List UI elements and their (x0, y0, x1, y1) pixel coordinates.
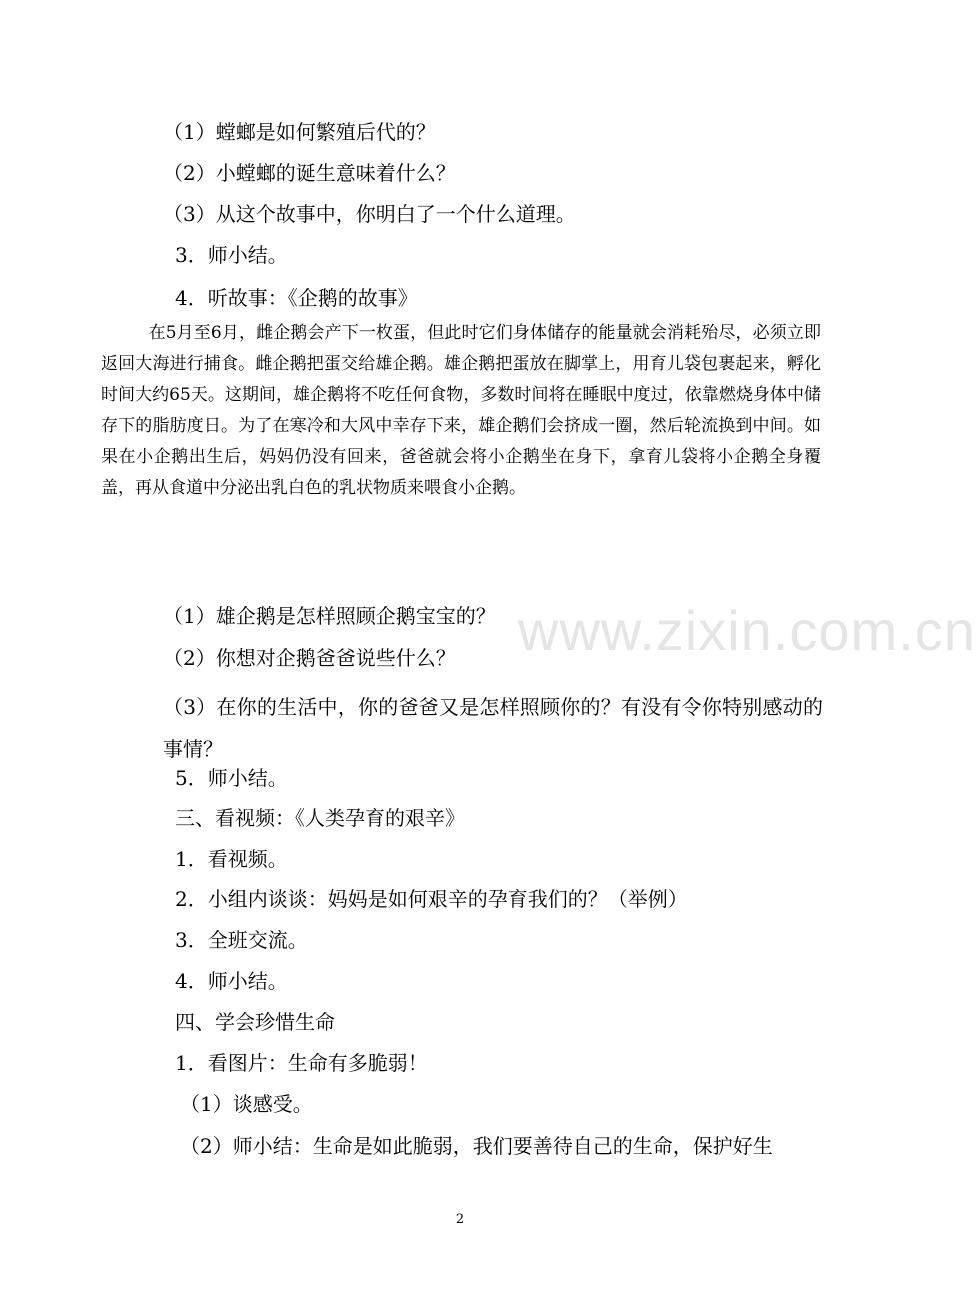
penguin-question-3: （3）在你的生活中，你的爸爸又是怎样照顾你的？有没有令你特别感动的事情？ (163, 695, 823, 761)
video-step-3: 3．全班交流。 (175, 928, 308, 952)
video-step-1: 1．看视频。 (175, 847, 288, 871)
watermark: www.zixin.com.cn (518, 599, 976, 662)
life-substep-2: （2）师小结：生命是如此脆弱，我们要善待自己的生命，保护好生 (180, 1134, 773, 1158)
section-4-heading: 四、学会珍惜生命 (175, 1010, 335, 1034)
mantis-question-3: （3）从这个故事中，你明白了一个什么道理。 (163, 202, 576, 226)
teacher-summary-5: 5．师小结。 (175, 766, 288, 790)
life-substep-1: （1）谈感受。 (180, 1092, 313, 1116)
video-step-4: 4．师小结。 (175, 969, 288, 993)
section-3-heading: 三、看视频：《人类孕育的艰辛》 (175, 806, 465, 830)
page-number: 2 (455, 1212, 465, 1227)
video-step-2: 2．小组内谈谈：妈妈是如何艰辛的孕育我们的？（举例） (175, 887, 688, 911)
life-step-1: 1．看图片：生命有多脆弱！ (175, 1051, 428, 1075)
mantis-question-2: （2）小螳螂的诞生意味着什么？ (163, 161, 456, 185)
penguin-question-1: （1）雄企鹅是怎样照顾企鹅宝宝的？ (163, 604, 496, 628)
teacher-summary-3: 3．师小结。 (175, 243, 288, 267)
penguin-story-paragraph: 在5月至6月，雌企鹅会产下一枚蛋，但此时它们身体储存的能量就会消耗殆尽，必须立即返回大海进行捕食。雌企鹅把蛋交给雄企鹅。雄企鹅把蛋放在脚掌上，用育儿袋包裹起来，孵化时间大约65天。这期间，雄企鹅将不吃任何食物，多数时间将在睡眠中度过，依靠燃烧身体中储存下的脂肪度日。为了在寒冷和大风中幸存下来，雄企鹅们会挤成一圈，然后轮流换到中间。如果在小企鹅出生后，妈妈仍没有回来，爸爸就会将小企鹅坐在身下，拿育儿袋将小企鹅全身覆盖，再从食道中分泌出乳白色的乳状物质来喂食小企鹅。 (101, 323, 821, 498)
story-title: 4．听故事：《企鹅的故事》 (175, 286, 418, 310)
mantis-question-1: （1）螳螂是如何繁殖后代的？ (163, 120, 436, 144)
penguin-question-2: （2）你想对企鹅爸爸说些什么？ (163, 646, 456, 670)
